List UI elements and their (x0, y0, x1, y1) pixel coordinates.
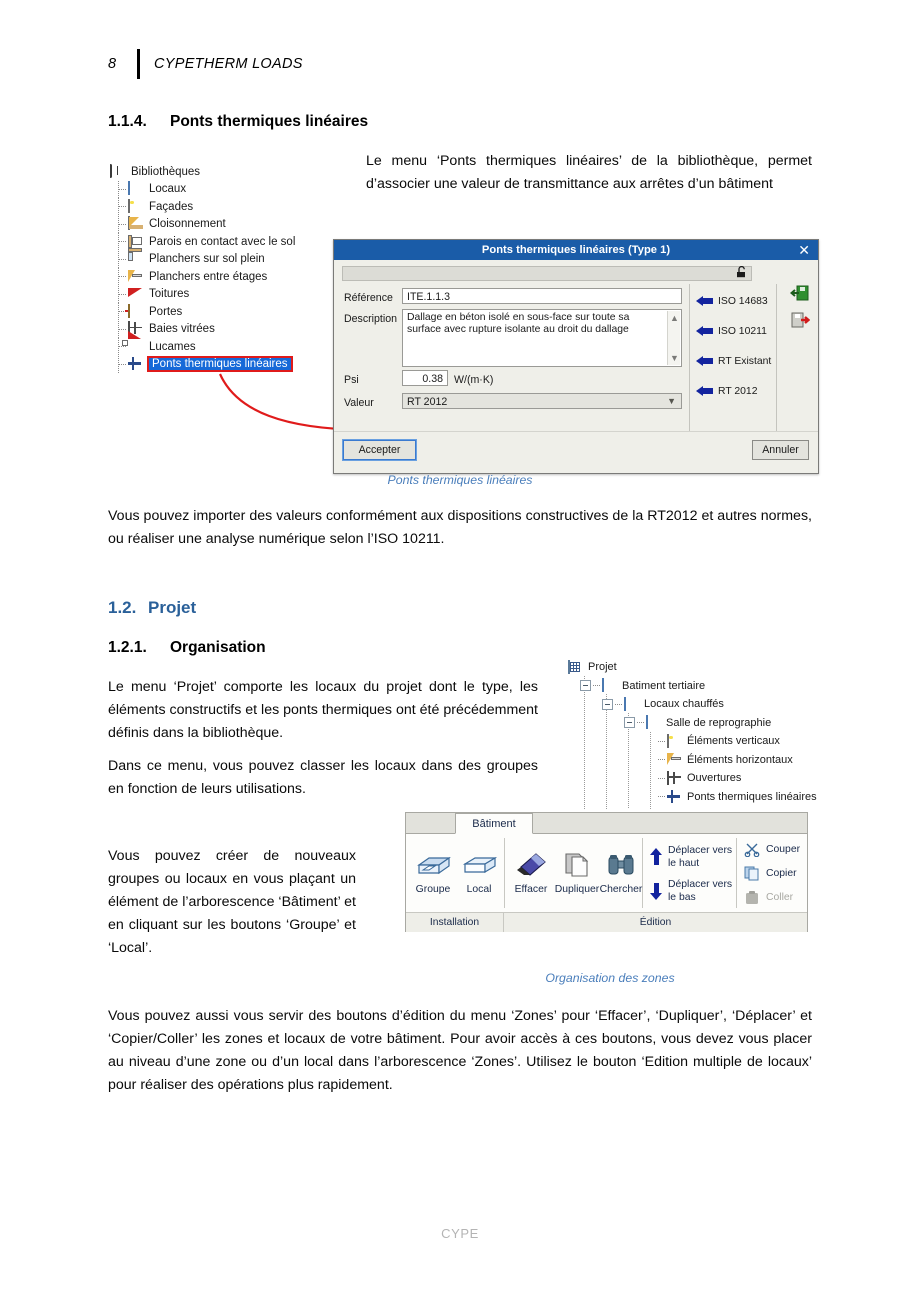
project-node-label: Locaux chauffés (644, 698, 724, 711)
scroll-up-icon[interactable]: ▲ (670, 313, 679, 323)
dialog-body (334, 260, 818, 451)
export-icon[interactable] (790, 311, 810, 329)
tree-item-label: Parois en contact avec le sol (149, 235, 296, 248)
page-header (108, 52, 812, 82)
button-label: Groupe (415, 884, 451, 895)
ribbon-group-label-edition: Édition (639, 917, 672, 928)
tree-item-planchers-sol-plein[interactable] (110, 251, 350, 269)
tree-item-label: Façades (149, 200, 194, 213)
tab-batiment[interactable]: Bâtiment (455, 813, 533, 834)
description-value: Dallage en béton isolé en sous-face sur toute sa surface avec rupture isolante au droit du dallage (407, 312, 630, 335)
tree-item-label-selected: Ponts thermiques linéaires (149, 358, 291, 370)
project-node-elements-horizontaux[interactable] (568, 751, 817, 770)
roof-icon (128, 287, 143, 301)
arrow-up-icon (650, 847, 663, 867)
heading-1-2 (108, 598, 196, 618)
paragraph-projet-2: Dans ce menu, vous pouvez classer les locaux dans des groupes en fonction de leurs utilisations. (108, 758, 538, 797)
button-label: Effacer (514, 884, 548, 895)
project-icon (568, 661, 583, 674)
paragraph-ribbon-side: Vous pouvez créer de nouveaux groupes ou locaux en vous plaçant un élément de l’arborescence ‘Bâtiment’ et en cliquant sur les boutons ‘Groupe’ et ‘Local’. (108, 848, 356, 956)
arrow-left-icon (696, 356, 713, 367)
project-node-batiment-tertiaire[interactable] (568, 677, 817, 696)
tree-root-label: Bibliothèques (131, 165, 201, 178)
button-label: Déplacer vers le haut (668, 845, 733, 869)
norm-button-iso-10211[interactable] (696, 316, 774, 346)
button-couper[interactable] (744, 842, 800, 857)
project-node-label: Ponts thermiques linéaires (687, 790, 817, 803)
floor-slab-icon (128, 252, 143, 266)
norm-button-iso-14683[interactable] (696, 286, 774, 316)
zone-icon (624, 698, 639, 711)
project-node-elements-verticaux[interactable] (568, 732, 817, 751)
horizontal-elements-icon (667, 753, 682, 766)
tree-item-label: Planchers sur sol plein (149, 253, 265, 266)
project-node-projet[interactable] (568, 658, 817, 677)
book-icon (110, 165, 125, 179)
project-node-label: Salle de reprographie (666, 716, 772, 729)
psi-label: Psi (344, 374, 359, 386)
scroll-down-icon[interactable]: ▼ (670, 353, 679, 363)
paragraph-final: Vous pouvez aussi vous servir des boutons d’édition du menu ‘Zones’ pour ‘Effacer’, ‘Dupliquer’, ‘Déplacer’ et ‘Copier/Coller’ les zones et locaux de votre bâtiment. Pour avoir accès à ces boutons, vous devez vous placer au niveau d’une zone ou d’un local dans l’arborescence ‘Zones’. Utilisez le bouton ‘Edition multiple de locaux’ pour réaliser des opérations plus rapidement. (108, 1008, 812, 1093)
heading-1-2-1 (108, 639, 266, 657)
description-textarea[interactable] (402, 309, 682, 367)
project-node-label: Éléments verticaux (687, 735, 780, 748)
ribbon-tab-row (406, 813, 807, 834)
norm-label: ISO 14683 (718, 295, 768, 307)
partition-icon (128, 217, 143, 231)
button-effacer[interactable] (508, 848, 554, 895)
description-label: Description (344, 313, 397, 325)
button-chercher[interactable] (598, 848, 644, 895)
norm-label: RT 2012 (718, 385, 758, 397)
chevron-down-icon[interactable]: ▼ (667, 396, 676, 406)
tree-root-bibliotheques[interactable] (110, 163, 350, 181)
valeur-label: Valeur (344, 397, 374, 409)
arrow-down-icon (650, 881, 663, 901)
tree-item-ponts-thermiques-lineaires[interactable] (110, 356, 350, 374)
dialog-title-bar (334, 240, 818, 260)
norm-button-rt-2012[interactable] (696, 376, 774, 406)
button-label: Local (466, 884, 492, 895)
dialog-divider-2 (776, 284, 777, 444)
figure-caption-2: Organisation des zones (545, 971, 675, 985)
description-scrollbar[interactable] (667, 311, 680, 365)
ribbon-separator (736, 838, 737, 908)
project-node-label: Batiment tertiaire (622, 679, 706, 692)
duplicate-icon (554, 848, 600, 882)
norm-label: RT Existant (718, 355, 772, 367)
header-doc-title: CYPETHERM LOADS (154, 56, 303, 72)
floor-between-icon (128, 270, 143, 284)
ribbon-toolbar[interactable] (405, 812, 808, 932)
accept-button[interactable]: Accepter (343, 440, 416, 460)
paragraph-projet-1: Le menu ‘Projet’ comporte les locaux du projet dont le type, les éléments constructifs et les ponts thermiques ont été précédemment définis dans la bibliothèque. (108, 679, 538, 741)
eraser-icon (508, 848, 554, 882)
lock-icon[interactable] (735, 266, 748, 278)
project-tree[interactable] (568, 658, 817, 806)
arrow-left-icon (696, 326, 713, 337)
scissors-icon (744, 842, 761, 857)
heading-1-2-1-title: Organisation (170, 639, 266, 656)
room-box-icon (456, 848, 502, 882)
psi-input[interactable]: 0.38 (402, 370, 448, 386)
zone-icon (602, 679, 617, 692)
tree-item-toitures[interactable] (110, 286, 350, 304)
button-deplacer-vers-le-haut[interactable] (650, 844, 734, 870)
project-node-label: Projet (588, 661, 617, 674)
button-label: Dupliquer (554, 884, 600, 895)
tree-item-lucames[interactable] (110, 338, 350, 356)
tree-item-parois-sol[interactable] (110, 233, 350, 251)
arrow-left-icon (696, 386, 713, 397)
binoculars-icon (598, 848, 644, 882)
facade-icon (128, 200, 143, 214)
page-footer-brand: CYPE (441, 1226, 479, 1241)
openings-icon (667, 772, 682, 785)
tree-item-baies-vitrees[interactable] (110, 321, 350, 339)
arrow-left-icon (696, 296, 713, 307)
project-node-ponts-thermiques-lineaires[interactable] (568, 788, 817, 807)
dialog-divider-1 (689, 284, 690, 444)
ribbon-content (406, 834, 807, 912)
dialog-side-buttons[interactable] (786, 284, 814, 338)
norms-list[interactable] (696, 286, 774, 406)
tree-item-label: Portes (149, 305, 183, 318)
tree-item-label: Cloisonnement (149, 218, 226, 231)
dialog-footer (334, 431, 818, 473)
norm-button-rt-existant[interactable] (696, 346, 774, 376)
tree-item-cloisonnement[interactable] (110, 216, 350, 234)
copy-icon (744, 866, 761, 881)
heading-1-1-4-number: 1.1.4. (108, 113, 147, 130)
button-copier[interactable] (744, 866, 797, 881)
project-node-salle-de-reprographie[interactable] (568, 714, 817, 733)
tree-item-label: Lucames (149, 340, 196, 353)
import-icon[interactable] (790, 284, 810, 302)
heading-1-2-title: Projet (148, 598, 197, 617)
tree-item-label: Baies vitrées (149, 323, 215, 336)
dialog-ponts-thermiques[interactable] (333, 239, 819, 474)
button-label: Chercher (599, 884, 643, 895)
cancel-button[interactable]: Annuler (752, 440, 809, 460)
project-node-locaux-chauffes[interactable] (568, 695, 817, 714)
zone-icon (646, 716, 661, 729)
tree-item-facades[interactable] (110, 198, 350, 216)
button-label: Copier (766, 868, 797, 879)
figure-caption-1: Ponts thermiques linéaires (387, 473, 533, 487)
heading-1-1-4 (108, 113, 368, 131)
tree-expander[interactable] (580, 680, 591, 691)
button-coller (744, 890, 793, 905)
page-number: 8 (108, 56, 117, 72)
local-icon (128, 182, 143, 196)
thermal-bridge-icon (128, 357, 143, 371)
tree-item-locaux[interactable] (110, 181, 350, 199)
group-box-icon (410, 848, 456, 882)
tree-item-label: Planchers entre étages (149, 270, 268, 283)
paragraph-after-figure-1: Vous pouvez importer des valeurs conformément aux dispositions constructives de la RT2012 et autres normes, ou réaliser une analyse numérique selon l’ISO 10211. (108, 508, 812, 547)
tree-item-planchers-entre-etages[interactable] (110, 268, 350, 286)
tree-expander[interactable] (602, 699, 613, 710)
reference-label: Référence (344, 292, 393, 304)
close-icon[interactable]: ✕ (798, 242, 810, 258)
header-divider (137, 49, 140, 79)
thermal-bridge-icon (667, 790, 682, 803)
valeur-selected-value: RT 2012 (407, 396, 448, 408)
button-dupliquer[interactable] (554, 848, 600, 895)
tree-item-label: Locaux (149, 183, 187, 196)
tree-expander[interactable] (624, 717, 635, 728)
button-label: Couper (766, 844, 801, 855)
heading-1-1-4-title: Ponts thermiques linéaires (170, 113, 369, 130)
button-local[interactable] (456, 848, 502, 895)
library-tree[interactable] (110, 163, 350, 373)
ribbon-separator (504, 838, 505, 908)
button-label: Déplacer vers le bas (668, 879, 733, 903)
heading-1-2-number: 1.2. (108, 598, 137, 617)
wall-ground-icon (128, 235, 143, 249)
reference-input[interactable]: ITE.1.1.3 (402, 288, 682, 304)
button-deplacer-vers-le-bas[interactable] (650, 878, 734, 904)
ribbon-group-labels (406, 912, 807, 932)
vertical-elements-icon (667, 735, 682, 748)
door-icon (128, 305, 143, 319)
ribbon-group-label-installation: Installation (406, 913, 504, 932)
button-label: Coller (766, 892, 794, 903)
project-node-ouvertures[interactable] (568, 769, 817, 788)
project-node-label: Éléments horizontaux (687, 753, 793, 766)
valeur-dropdown[interactable] (402, 393, 682, 409)
norm-label: ISO 10211 (718, 325, 767, 337)
dialog-title: Ponts thermiques linéaires (Type 1) (481, 244, 671, 256)
tree-item-portes[interactable] (110, 303, 350, 321)
project-node-label: Ouvertures (687, 772, 742, 785)
dormer-icon (128, 340, 143, 354)
paragraph-intro-ptl: Le menu ‘Ponts thermiques linéaires’ de la bibliothèque, permet d’associer une valeur de transmittance aux arrêtes d’un bâtiment (366, 153, 812, 192)
psi-unit: W/(m·K) (454, 374, 494, 386)
heading-1-2-1-number: 1.2.1. (108, 639, 147, 656)
paste-icon (744, 890, 761, 905)
dialog-toolbar-band (342, 266, 752, 281)
button-groupe[interactable] (410, 848, 456, 895)
tree-item-label: Toitures (149, 288, 190, 301)
